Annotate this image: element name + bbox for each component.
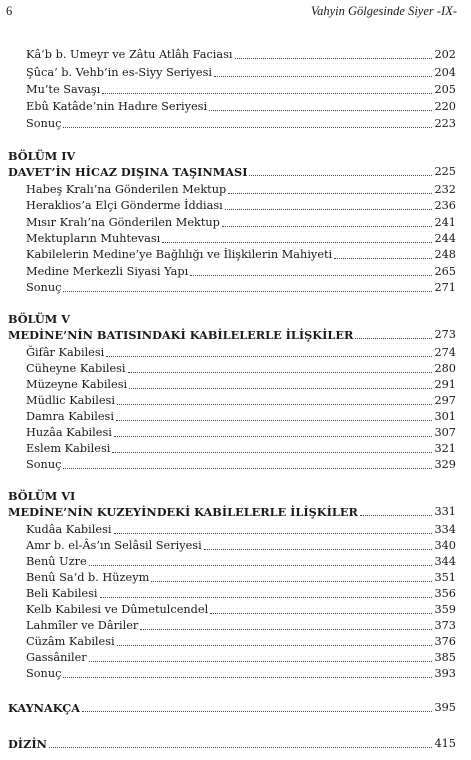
toc-entry-label: Lahmîler ve Dâriler bbox=[26, 619, 139, 632]
toc-entry[interactable] bbox=[26, 98, 456, 114]
section-title: DAVET’İN HİCAZ DIŞINA TAŞINMASI bbox=[8, 165, 248, 179]
leader-dots bbox=[114, 435, 432, 437]
toc-entry[interactable] bbox=[26, 392, 456, 408]
toc-entry[interactable] bbox=[26, 601, 456, 617]
toc-entry-page: 373 bbox=[434, 619, 456, 632]
section-title-page: 225 bbox=[434, 165, 456, 178]
bibliography-label: KAYNAKÇA bbox=[8, 701, 80, 715]
toc-entry-label: Heraklios’a Elçi Gönderme İddiası bbox=[26, 199, 223, 212]
toc-entry-label: Mu’te Savaşı bbox=[26, 83, 101, 96]
toc-entry-label: Sonuç bbox=[26, 667, 62, 680]
page-number: 6 bbox=[6, 4, 13, 18]
toc-entry-label: Gassâniler bbox=[26, 651, 87, 664]
toc-entry-page: 248 bbox=[434, 248, 456, 261]
toc-entry-page: 321 bbox=[434, 442, 456, 455]
toc-entry-label: Mektupların Muhtevası bbox=[26, 232, 161, 245]
toc-entry-page: 307 bbox=[434, 426, 456, 439]
toc-entry[interactable] bbox=[26, 585, 456, 601]
toc-entry-label: Ğifâr Kabilesi bbox=[26, 346, 105, 359]
toc-entry-label: Kudâa Kabilesi bbox=[26, 523, 112, 536]
toc-entry-page: 271 bbox=[434, 281, 456, 294]
leader-dots bbox=[151, 580, 432, 582]
toc-entry-label: Kabilelerin Medine’ye Bağlılığı ve İlişkilerin Mahiyeti bbox=[26, 248, 333, 261]
leader-dots bbox=[63, 126, 432, 128]
toc-entry-label: Sonuç bbox=[26, 458, 62, 471]
toc-entry-page: 223 bbox=[434, 117, 456, 130]
leader-dots bbox=[102, 92, 432, 94]
leader-dots bbox=[100, 596, 432, 598]
toc-entry-page: 351 bbox=[434, 571, 456, 584]
toc-entry-page: 274 bbox=[434, 346, 456, 359]
toc-entry-page: 344 bbox=[434, 555, 456, 568]
toc-entry-label: Müdlic Kabilesi bbox=[26, 394, 115, 407]
running-title: Vahyin Gölgesinde Siyer -IX- bbox=[310, 4, 457, 18]
toc-entry-page: 241 bbox=[434, 216, 456, 229]
section-title: MEDİNE’NİN KUZEYİNDEKİ KABİLELERLE İLİŞKİLER bbox=[8, 505, 358, 519]
toc-entry[interactable] bbox=[26, 633, 456, 649]
leader-dots bbox=[89, 660, 432, 662]
toc-entry-page: 297 bbox=[434, 394, 456, 407]
leader-dots bbox=[63, 676, 432, 678]
index-label: DİZİN bbox=[8, 737, 47, 751]
leader-dots bbox=[228, 192, 432, 194]
section-title-page: 273 bbox=[434, 328, 456, 341]
toc-entry-label: Benû Sa‘d b. Hüzeym bbox=[26, 571, 150, 584]
section-title-page: 331 bbox=[434, 505, 456, 518]
toc-entry-page: 280 bbox=[434, 362, 456, 375]
toc-entry[interactable] bbox=[26, 263, 456, 279]
toc-entry-label: Ebû Katâde’nin Hadıre Seriyesi bbox=[26, 100, 208, 113]
toc-entry[interactable] bbox=[26, 665, 456, 681]
toc-entry[interactable] bbox=[26, 537, 456, 553]
leader-dots bbox=[222, 225, 432, 227]
section-heading: BÖLÜM VI bbox=[8, 489, 76, 503]
section-title-entry[interactable] bbox=[8, 326, 456, 342]
toc-entry-label: Eslem Kabilesi bbox=[26, 442, 111, 455]
toc-entry-page: 376 bbox=[434, 635, 456, 648]
toc-entry[interactable] bbox=[26, 344, 456, 360]
toc-entry-label: Huzâa Kabilesi bbox=[26, 426, 112, 439]
toc-entry[interactable] bbox=[26, 230, 456, 246]
toc-entry-label: Benû Uzre bbox=[26, 555, 87, 568]
leader-dots bbox=[162, 241, 432, 243]
leader-dots bbox=[82, 710, 432, 712]
leader-dots bbox=[63, 467, 432, 469]
leader-dots bbox=[117, 644, 432, 646]
toc-entry-page: 393 bbox=[434, 667, 456, 680]
toc-entry-label: Damra Kabilesi bbox=[26, 410, 114, 423]
toc-entry-page: 334 bbox=[434, 523, 456, 536]
toc-entry[interactable] bbox=[26, 181, 456, 197]
toc-entry-page: 359 bbox=[434, 603, 456, 616]
leader-dots bbox=[63, 290, 432, 292]
leader-dots bbox=[355, 337, 432, 339]
toc-entry-page: 301 bbox=[434, 410, 456, 423]
toc-entry[interactable] bbox=[26, 617, 456, 633]
leader-dots bbox=[249, 174, 432, 176]
index-page: 415 bbox=[434, 737, 456, 750]
section-heading: BÖLÜM IV bbox=[8, 149, 76, 163]
leader-dots bbox=[210, 612, 432, 614]
leader-dots bbox=[49, 746, 432, 748]
toc-entry[interactable] bbox=[26, 279, 456, 295]
leader-dots bbox=[190, 274, 432, 276]
toc-entry[interactable] bbox=[26, 81, 456, 97]
toc-entry[interactable] bbox=[26, 569, 456, 585]
toc-entry-label: Kâ‘b b. Umeyr ve Zâtu Atlâh Faciası bbox=[26, 48, 233, 61]
leader-dots bbox=[204, 548, 432, 550]
toc-entry-page: 385 bbox=[434, 651, 456, 664]
toc-entry-page: 329 bbox=[434, 458, 456, 471]
toc-entry[interactable] bbox=[26, 64, 456, 80]
toc-entry-label: Şûca’ b. Vehb’in es-Siyy Seriyesi bbox=[26, 66, 212, 79]
toc-entry-label: Medine Merkezli Siyasi Yapı bbox=[26, 265, 189, 278]
section-title: MEDİNE’NİN BATISINDAKİ KABİLELERLE İLİŞKİLER bbox=[8, 328, 354, 342]
leader-dots bbox=[334, 257, 432, 259]
toc-entry[interactable] bbox=[26, 214, 456, 230]
toc-entry-label: Cüheyne Kabilesi bbox=[26, 362, 126, 375]
toc-entry-page: 356 bbox=[434, 587, 456, 600]
toc-entry-page: 232 bbox=[434, 183, 456, 196]
section-title-entry[interactable] bbox=[8, 503, 456, 519]
toc-entry[interactable] bbox=[26, 440, 456, 456]
toc-entry-label: Müzeyne Kabilesi bbox=[26, 378, 128, 391]
leader-dots bbox=[214, 75, 432, 77]
leader-dots bbox=[116, 419, 432, 421]
toc-entry-page: 205 bbox=[434, 83, 456, 96]
toc-entry-label: Beli Kabilesi bbox=[26, 587, 98, 600]
toc-entry[interactable] bbox=[26, 424, 456, 440]
toc-entry[interactable] bbox=[26, 197, 456, 213]
toc-entry-page: 202 bbox=[434, 48, 456, 61]
toc-entry[interactable] bbox=[26, 649, 456, 665]
leader-dots bbox=[106, 355, 432, 357]
toc-entry[interactable] bbox=[26, 553, 456, 569]
leader-dots bbox=[114, 532, 433, 534]
toc-entry-label: Mısır Kralı’na Gönderilen Mektup bbox=[26, 216, 220, 229]
toc-entry-page: 220 bbox=[434, 100, 456, 113]
leader-dots bbox=[117, 403, 432, 405]
toc-entry[interactable] bbox=[26, 246, 456, 262]
toc-entry[interactable] bbox=[26, 360, 456, 376]
toc-entry[interactable] bbox=[26, 376, 456, 392]
leader-dots bbox=[128, 371, 432, 373]
leader-dots bbox=[360, 514, 432, 516]
toc-entry[interactable] bbox=[26, 46, 456, 62]
toc-entry-page: 236 bbox=[434, 199, 456, 212]
toc-entry[interactable] bbox=[26, 115, 456, 131]
leader-dots bbox=[129, 387, 432, 389]
bibliography-page: 395 bbox=[434, 701, 456, 714]
leader-dots bbox=[140, 628, 432, 630]
toc-entry-page: 340 bbox=[434, 539, 456, 552]
toc-entry[interactable] bbox=[26, 521, 456, 537]
toc-entry-label: Cüzâm Kabilesi bbox=[26, 635, 115, 648]
bibliography-entry[interactable] bbox=[8, 699, 456, 715]
leader-dots bbox=[225, 208, 432, 210]
toc-entry-label: Sonuç bbox=[26, 281, 62, 294]
toc-entry-page: 291 bbox=[434, 378, 456, 391]
leader-dots bbox=[112, 451, 432, 453]
leader-dots bbox=[235, 57, 432, 59]
index-entry[interactable] bbox=[8, 735, 456, 751]
section-title-entry[interactable] bbox=[8, 163, 456, 179]
toc-entry-label: Kelb Kabilesi ve Dûmetulcendel bbox=[26, 603, 209, 616]
running-header bbox=[0, 0, 471, 22]
toc-entry[interactable] bbox=[26, 408, 456, 424]
toc-entry-page: 265 bbox=[434, 265, 456, 278]
leader-dots bbox=[89, 564, 432, 566]
section-heading: BÖLÜM V bbox=[8, 312, 70, 326]
toc-entry-label: Amr b. el-Âs’ın Selâsil Seriyesi bbox=[26, 539, 202, 552]
toc-entry-label: Sonuç bbox=[26, 117, 62, 130]
leader-dots bbox=[209, 109, 432, 111]
toc-entry-label: Habeş Kralı’na Gönderilen Mektup bbox=[26, 183, 227, 196]
toc-entry[interactable] bbox=[26, 456, 456, 472]
toc-entry-page: 244 bbox=[434, 232, 456, 245]
toc-entry-page: 204 bbox=[434, 66, 456, 79]
